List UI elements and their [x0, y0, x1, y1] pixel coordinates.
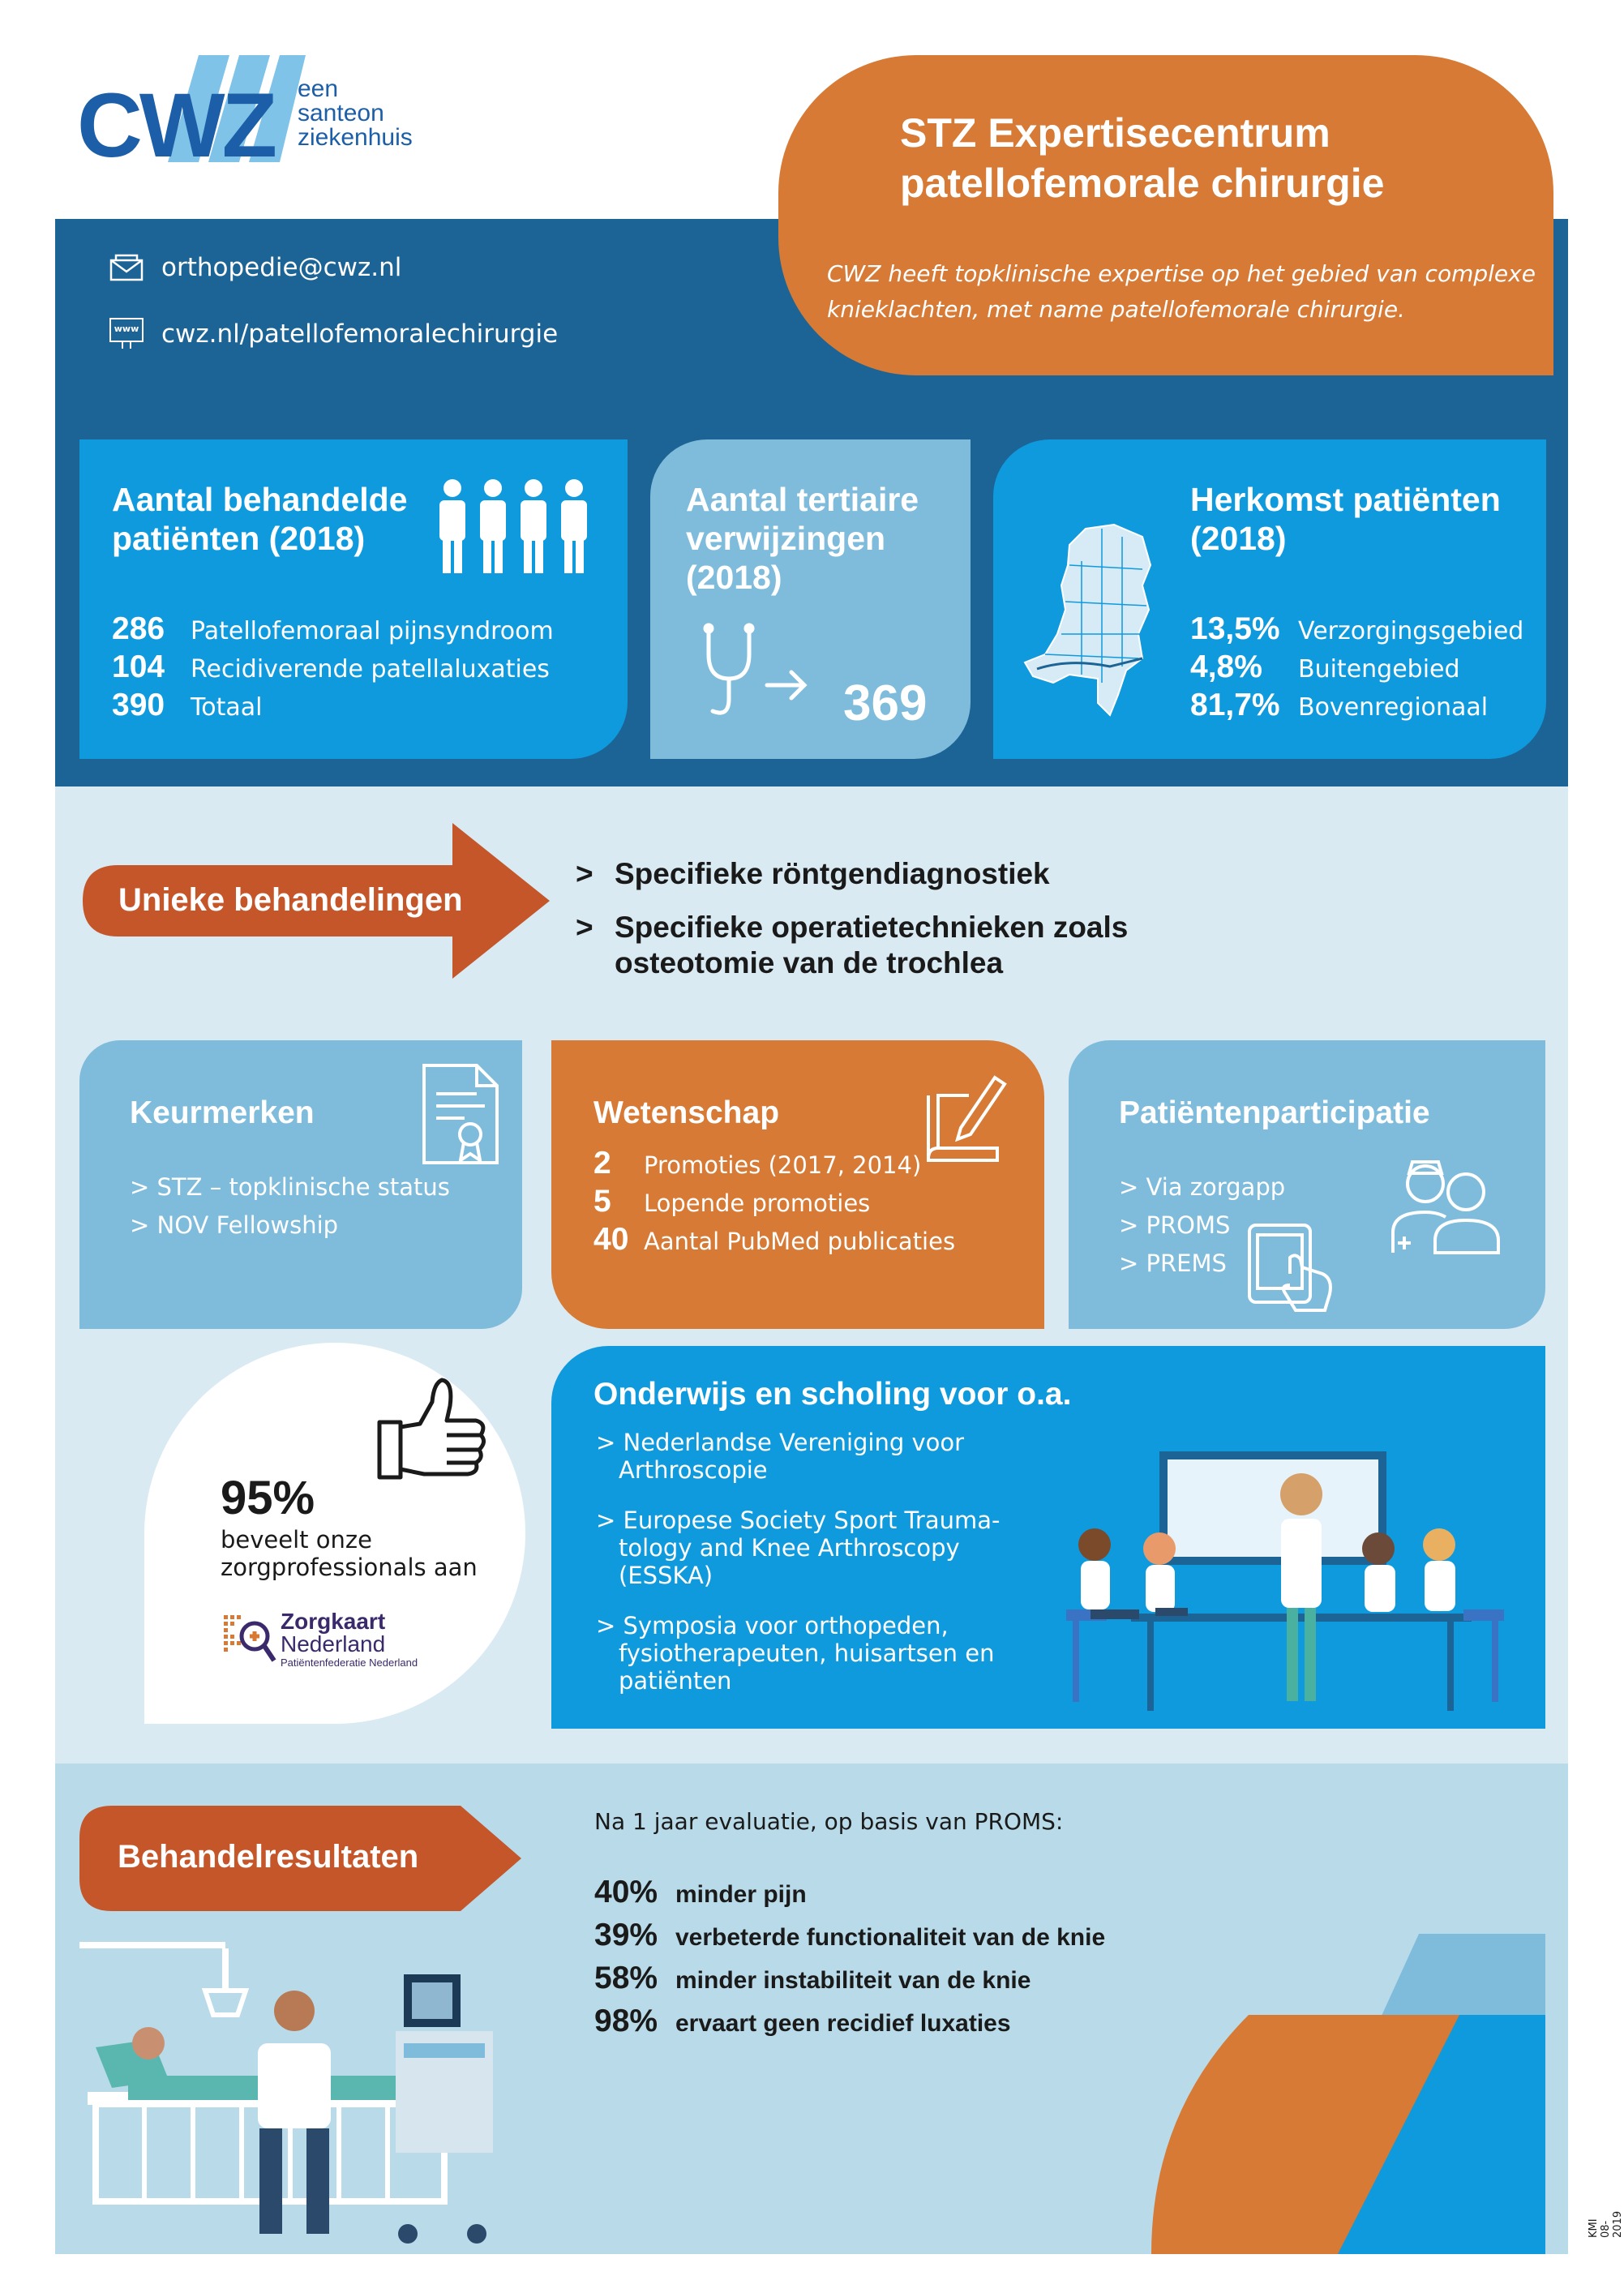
logo-tagline-1: een — [298, 75, 339, 102]
treated-row-num: 286 — [112, 611, 165, 646]
zorgkaart-logo-icon — [221, 1612, 277, 1665]
keurmerken-item: > STZ – topklinische status — [130, 1173, 450, 1201]
unique-item-2-line1: Specifieke operatietechnieken zoals — [615, 911, 1129, 944]
participatie-title: Patiëntenparticipatie — [1119, 1095, 1430, 1130]
result-label: ervaart geen recidief luxaties — [675, 2010, 1011, 2037]
result-row — [594, 2004, 1105, 2047]
patients-group-icon — [435, 478, 597, 576]
stat-card-referrals — [650, 439, 971, 759]
referrals-title-line3: (2018) — [686, 559, 782, 596]
origin-row-num: 4,8% — [1190, 649, 1262, 684]
certificate-icon — [420, 1061, 501, 1167]
result-row — [594, 1875, 1105, 1918]
wetenschap-row — [593, 1222, 955, 1260]
referrals-value: 369 — [843, 675, 928, 731]
treated-row — [112, 688, 554, 726]
origin-row-num: 81,7% — [1190, 688, 1280, 722]
participatie-box — [1069, 1040, 1545, 1329]
hospital-bed-illustration — [79, 1942, 550, 2254]
onderwijs-item-1-line2: Arthroscopie — [619, 1456, 768, 1484]
www-label: www — [114, 324, 139, 334]
origin-title-line1: Herkomst patiënten — [1190, 481, 1501, 518]
onderwijs-item-2-line1: > Europese Society Sport Trauma- — [596, 1507, 1001, 1534]
footer-code: KMI 08-2019 — [1588, 2210, 1624, 2238]
cwz-logo — [77, 49, 418, 186]
treated-row-num: 390 — [112, 688, 165, 722]
envelope-icon — [109, 254, 144, 281]
classroom-illustration — [1058, 1455, 1520, 1715]
treated-row-label: Patellofemoraal pijnsyndroom — [191, 617, 554, 645]
treated-title-line1: Aantal behandelde — [112, 481, 408, 518]
wetenschap-row-num: 40 — [593, 1222, 629, 1257]
logo-brand: CWZ — [77, 75, 275, 176]
result-label: verbeterde functionaliteit van de knie — [675, 1924, 1106, 1951]
treated-row-num: 104 — [112, 649, 165, 684]
stat-card-treated — [79, 439, 628, 759]
website-icon — [109, 318, 144, 350]
treated-title-line2: patiënten (2018) — [112, 520, 366, 557]
recommend-percent: 95% — [221, 1472, 315, 1524]
keurmerken-box — [79, 1040, 522, 1329]
wetenschap-row — [593, 1146, 955, 1184]
result-label: minder instabiliteit van de knie — [675, 1967, 1031, 1994]
origin-row — [1190, 649, 1523, 688]
tablet-hand-icon — [1245, 1217, 1343, 1314]
result-row — [594, 1918, 1105, 1961]
decorative-corner-shapes — [1151, 1934, 1545, 2254]
thumbs-up-icon — [375, 1374, 489, 1487]
onderwijs-item-3-line2: fysiotherapeuten, huisartsen en — [619, 1639, 995, 1667]
participatie-item: > PREMS — [1119, 1249, 1227, 1277]
onderwijs-item-2-line2: tology and Knee Arthroscopy — [619, 1534, 960, 1562]
origin-row-label: Verzorgingsgebied — [1298, 617, 1524, 645]
zorgkaart-line1: Zorgkaart — [281, 1609, 386, 1634]
unique-item-1: Specifieke röntgendiagnostiek — [615, 857, 1050, 890]
result-pct: 98% — [594, 2004, 658, 2038]
referrals-title-line1: Aantal tertiaire — [686, 481, 919, 518]
result-pct: 58% — [594, 1961, 658, 1995]
wetenschap-title: Wetenschap — [593, 1095, 780, 1130]
onderwijs-item-1-line1: > Nederlandse Vereniging voor — [596, 1429, 965, 1456]
onderwijs-box — [551, 1346, 1545, 1729]
website-link[interactable]: cwz.nl/patellofemoralechirurgie — [161, 319, 559, 349]
keurmerken-title: Keurmerken — [130, 1095, 315, 1130]
recommend-badge — [144, 1343, 525, 1724]
unique-label: Unieke behandelingen — [118, 882, 463, 918]
page-title-line2: patellofemorale chirurgie — [900, 161, 1385, 206]
unique-item-2-line2: osteotomie van de trochlea — [615, 946, 1004, 979]
origin-row-label: Buitengebied — [1298, 655, 1460, 684]
origin-row-num: 13,5% — [1190, 611, 1280, 646]
participatie-item: > Via zorgapp — [1119, 1173, 1286, 1201]
intro-line1: CWZ heeft topklinische expertise op het gebied van complexe — [827, 260, 1536, 287]
email-link[interactable]: orthopedie@cwz.nl — [161, 253, 402, 282]
logo-tagline-3: ziekenhuis — [298, 124, 413, 151]
wetenschap-row-label: Promoties (2017, 2014) — [644, 1151, 922, 1179]
keurmerken-item: > NOV Fellowship — [130, 1211, 339, 1239]
recommend-line1: beveelt onze — [221, 1526, 372, 1554]
result-row — [594, 1961, 1105, 2004]
treated-row — [112, 611, 554, 649]
origin-row-label: Bovenregionaal — [1298, 693, 1489, 722]
zorgkaart-line2: Nederland — [281, 1631, 386, 1657]
unique-marker-1: > — [576, 857, 593, 890]
results-label: Behandelresultaten — [118, 1839, 419, 1875]
result-label: minder pijn — [675, 1881, 807, 1908]
stat-card-origin — [993, 439, 1546, 759]
website-row[interactable] — [109, 318, 558, 350]
result-pct: 39% — [594, 1918, 658, 1952]
origin-row — [1190, 688, 1523, 726]
onderwijs-item-3-line1: > Symposia voor orthopeden, — [596, 1612, 949, 1639]
referrals-title-line2: verwijzingen — [686, 520, 886, 557]
page-title-line1: STZ Expertisecentrum — [900, 110, 1330, 156]
treated-row-label: Totaal — [191, 693, 263, 722]
netherlands-map-icon — [1021, 521, 1159, 723]
recommend-line2: zorgprofessionals aan — [221, 1554, 478, 1581]
intro-line2: knieklachten, met name patellofemorale chirurgie. — [827, 296, 1405, 323]
stethoscope-arrow-icon — [701, 622, 814, 727]
nurse-patient-icon — [1385, 1155, 1506, 1261]
unique-marker-2: > — [576, 911, 593, 944]
result-pct: 40% — [594, 1875, 658, 1909]
wetenschap-row-label: Aantal PubMed publicaties — [644, 1228, 956, 1255]
onderwijs-item-3-line3: patiënten — [619, 1667, 732, 1695]
onderwijs-item-2-line3: (ESSKA) — [619, 1562, 713, 1589]
wetenschap-box — [551, 1040, 1044, 1329]
wetenschap-row-label: Lopende promoties — [644, 1189, 871, 1217]
wetenschap-row — [593, 1184, 955, 1222]
onderwijs-title: Onderwijs en scholing voor o.a. — [593, 1377, 1072, 1412]
origin-row — [1190, 611, 1523, 649]
logo-tagline-2: santeon — [298, 100, 384, 126]
zorgkaart-line3: Patiëntenfederatie Nederland — [281, 1657, 418, 1669]
wetenschap-row-num: 5 — [593, 1184, 611, 1219]
treated-row-label: Recidiverende patellaluxaties — [191, 655, 550, 684]
email-row[interactable] — [109, 253, 401, 282]
treated-row — [112, 649, 554, 688]
title-banner — [778, 55, 1553, 375]
participatie-item: > PROMS — [1119, 1211, 1231, 1239]
origin-title-line2: (2018) — [1190, 520, 1287, 557]
results-intro: Na 1 jaar evaluatie, op basis van PROMS: — [594, 1808, 1064, 1835]
wetenschap-row-num: 2 — [593, 1146, 611, 1181]
